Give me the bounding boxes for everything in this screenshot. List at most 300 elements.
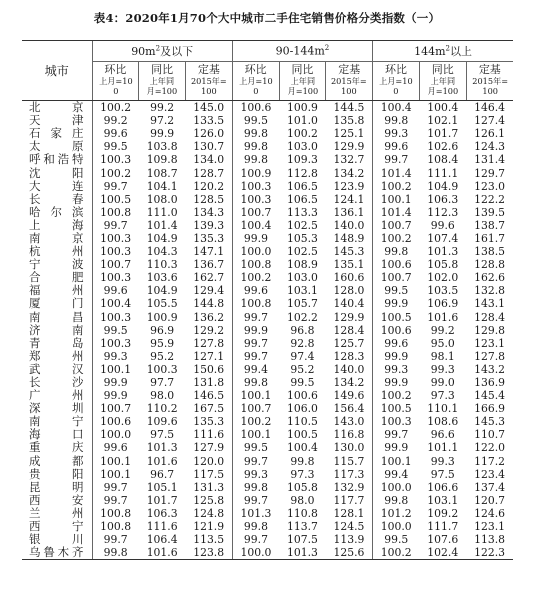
group-header-base: 90-144m [275, 44, 325, 58]
table-row [22, 468, 513, 481]
index-value: 110.3 [146, 258, 178, 272]
index-value: 99.8 [232, 140, 279, 153]
index-value: 99.8 [232, 481, 279, 494]
index-value: 140.4 [333, 297, 365, 311]
index-value: 100.3 [92, 271, 139, 284]
index-value: 100.3 [232, 193, 279, 206]
index-value: 135.1 [333, 258, 365, 272]
index-value: 99.7 [92, 494, 139, 507]
group-header-sup: 2 [324, 44, 330, 53]
index-value: 99.3 [373, 127, 420, 140]
index-value: 105.8 [427, 258, 459, 272]
index-value: 100.3 [92, 245, 139, 258]
index-value: 124.8 [193, 506, 225, 520]
index-value: 99.7 [232, 311, 279, 324]
index-value: 106.6 [427, 480, 459, 494]
index-value: 124.6 [474, 506, 506, 520]
index-value: 100.2 [232, 415, 279, 428]
index-value: 99.7 [373, 428, 420, 441]
index-value: 107.5 [286, 533, 318, 547]
sub-header-desc-line: 100 [201, 87, 217, 97]
index-value: 100.9 [232, 166, 279, 179]
index-value: 156.4 [333, 402, 365, 416]
index-value: 100.9 [286, 101, 318, 115]
index-value: 145.4 [474, 389, 506, 403]
index-value: 99.8 [290, 454, 315, 468]
index-value: 125.1 [333, 127, 365, 141]
index-value: 135.3 [193, 415, 225, 429]
index-value: 111.7 [427, 520, 459, 534]
group-header-1 [232, 41, 372, 62]
index-value: 129.4 [193, 284, 225, 298]
index-value: 100.1 [92, 363, 139, 376]
index-value: 101.7 [427, 127, 459, 141]
index-value: 100.5 [373, 311, 420, 324]
index-value: 127.9 [193, 441, 225, 455]
index-value: 143.1 [474, 297, 506, 311]
index-value: 112.3 [427, 205, 459, 219]
sub-header-desc-line: 0 [112, 87, 118, 97]
index-value: 101.3 [232, 507, 279, 520]
table-row [22, 140, 513, 153]
index-value: 100.2 [373, 546, 420, 560]
index-value: 108.9 [286, 258, 318, 272]
sub-header-desc-text [468, 77, 512, 97]
index-value: 109.3 [286, 153, 318, 167]
index-value: 97.4 [290, 349, 315, 363]
index-value: 106.0 [286, 402, 318, 416]
index-value: 100.4 [92, 297, 139, 310]
index-value: 111.6 [146, 520, 178, 534]
index-value: 103.1 [427, 493, 459, 507]
index-value: 99.7 [92, 533, 139, 546]
index-value: 99.6 [92, 127, 139, 140]
index-value: 108.6 [427, 415, 459, 429]
table-row [22, 232, 513, 245]
index-value: 100.3 [92, 153, 139, 166]
index-value: 99.8 [232, 127, 279, 140]
sub-header-label: 环比 [232, 62, 279, 78]
table-row [22, 494, 513, 507]
sub-header-desc-line: 上年同 [290, 77, 315, 87]
index-value: 96.6 [430, 428, 455, 442]
city-name: 沈阳 [29, 166, 84, 180]
index-value: 117.2 [474, 454, 506, 468]
index-value: 122.3 [466, 546, 513, 560]
city-name: 福州 [29, 284, 84, 298]
index-value: 131.3 [193, 480, 225, 494]
sub-header-label: 同比 [139, 62, 186, 78]
index-value: 134.0 [193, 153, 225, 167]
index-value: 146.4 [474, 101, 506, 115]
city-name: 天津 [29, 114, 84, 128]
index-value: 100.0 [232, 546, 279, 560]
city-name: 合肥 [29, 271, 84, 285]
index-value: 136.1 [333, 205, 365, 219]
index-value: 138.7 [474, 218, 506, 232]
index-value: 131.8 [193, 376, 225, 390]
index-value: 100.4 [232, 219, 279, 232]
index-value: 99.5 [232, 441, 279, 454]
index-value: 104.9 [146, 284, 178, 298]
index-value: 101.3 [146, 441, 178, 455]
index-value: 102.0 [427, 271, 459, 285]
index-value: 101.2 [373, 507, 420, 520]
index-value: 136.2 [193, 310, 225, 324]
index-value: 128.3 [333, 349, 365, 363]
index-value: 97.5 [150, 428, 175, 442]
index-value: 99.3 [232, 468, 279, 481]
sub-header-desc-text [94, 77, 137, 97]
index-value: 99.5 [232, 114, 279, 127]
index-value: 138.5 [474, 245, 506, 259]
index-value: 113.3 [286, 205, 318, 219]
index-value: 123.1 [474, 520, 506, 534]
sub-header-desc [326, 77, 373, 101]
city-name: 南宁 [29, 415, 84, 429]
index-value: 100.0 [232, 245, 279, 258]
index-value: 108.0 [146, 192, 178, 206]
index-value: 113.9 [333, 533, 365, 547]
table-row [22, 428, 513, 441]
city-name: 哈尔滨 [29, 205, 84, 219]
index-value: 100.5 [92, 193, 139, 206]
index-value: 106.3 [146, 506, 178, 520]
index-value: 102.4 [419, 546, 466, 560]
index-value: 100.8 [232, 258, 279, 271]
table-row [22, 258, 513, 271]
index-value: 123.1 [474, 336, 506, 350]
index-value: 99.4 [373, 468, 420, 481]
index-value: 100.1 [92, 468, 139, 481]
table-row [22, 402, 513, 415]
sub-header-desc-line: 2015年= [471, 77, 508, 87]
index-value: 148.9 [333, 231, 365, 245]
sub-header-desc [279, 77, 326, 101]
index-value: 145.0 [193, 101, 225, 115]
index-value: 99.8 [373, 494, 420, 507]
table-row [22, 546, 513, 560]
index-value: 99.2 [430, 323, 455, 337]
index-value: 122.2 [474, 192, 506, 206]
index-value: 161.7 [474, 231, 506, 245]
index-value: 128.8 [474, 258, 506, 272]
index-value: 99.7 [232, 337, 279, 350]
index-value: 101.0 [286, 114, 318, 128]
index-value: 131.4 [474, 153, 506, 167]
index-value: 162.6 [474, 271, 506, 285]
sub-header-label: 定基 [466, 62, 513, 78]
city-name: 重庆 [29, 441, 84, 455]
index-value: 100.3 [92, 232, 139, 245]
index-value: 107.6 [427, 533, 459, 547]
table-row [22, 337, 513, 350]
index-value: 100.2 [373, 180, 420, 193]
index-value: 99.6 [373, 140, 420, 153]
index-value: 113.5 [193, 533, 225, 547]
index-value: 130.0 [333, 441, 365, 455]
table-row [22, 284, 513, 297]
index-value: 127.8 [193, 336, 225, 350]
city-name: 长沙 [29, 375, 84, 390]
city-name: 青岛 [29, 336, 84, 350]
index-value: 99.6 [92, 441, 139, 454]
index-value: 100.3 [92, 311, 139, 324]
index-value: 99.7 [232, 350, 279, 363]
index-value: 105.3 [286, 231, 318, 245]
index-value: 127.4 [474, 114, 506, 128]
table-row [22, 311, 513, 324]
index-value: 92.8 [290, 336, 315, 350]
city-name: 上海 [29, 218, 84, 232]
index-value: 116.8 [333, 428, 365, 442]
group-header-sup: 2 [155, 44, 161, 53]
index-value: 105.7 [286, 297, 318, 311]
index-value: 100.3 [146, 362, 178, 376]
sub-header-desc-text [281, 77, 324, 97]
sub-header-desc-line: 月=100 [427, 87, 459, 97]
index-value: 97.7 [150, 376, 175, 390]
table-row [22, 376, 513, 389]
index-value: 109.2 [427, 506, 459, 520]
index-value: 121.9 [193, 520, 225, 534]
group-header-tail: 及以下 [160, 45, 194, 58]
index-value: 96.8 [290, 323, 315, 337]
index-value: 99.7 [92, 219, 139, 232]
index-value: 106.9 [427, 297, 459, 311]
index-value: 103.0 [286, 140, 318, 154]
index-value: 100.7 [373, 271, 420, 284]
index-value: 99.6 [232, 284, 279, 297]
table-row [22, 533, 513, 546]
index-value: 99.5 [373, 533, 420, 546]
index-value: 102.1 [427, 114, 459, 128]
index-value: 99.6 [373, 337, 420, 350]
index-value: 99.5 [290, 376, 315, 390]
index-value: 99.2 [92, 114, 139, 127]
index-value: 109.8 [146, 153, 178, 167]
index-value: 95.2 [290, 362, 315, 376]
city-name: 西安 [29, 493, 84, 507]
table-row [22, 101, 513, 115]
index-value: 122.0 [474, 441, 506, 455]
group-header-2 [373, 41, 513, 62]
index-value: 100.0 [373, 481, 420, 494]
index-value: 99.9 [150, 127, 175, 141]
index-value: 99.7 [92, 180, 139, 193]
price-index-table [22, 40, 513, 560]
index-value: 107.4 [427, 231, 459, 245]
city-name: 北京 [29, 100, 84, 115]
index-value: 115.7 [333, 454, 365, 468]
index-value: 100.2 [92, 101, 139, 115]
table-row [22, 271, 513, 284]
city-name: 郑州 [29, 349, 84, 363]
sub-header-desc-text [140, 77, 183, 97]
index-value: 101.1 [427, 441, 459, 455]
index-value: 99.8 [373, 245, 420, 258]
index-value: 99.9 [373, 441, 420, 454]
index-value: 135.3 [193, 231, 225, 245]
index-value: 149.6 [333, 389, 365, 403]
sub-header-label: 同比 [279, 62, 326, 78]
index-value: 111.6 [193, 428, 225, 442]
index-value: 110.8 [286, 506, 318, 520]
index-value: 132.8 [474, 284, 506, 298]
index-value: 98.0 [290, 493, 315, 507]
index-value: 113.7 [286, 520, 318, 534]
index-value: 100.1 [232, 428, 279, 441]
city-name: 成都 [29, 454, 84, 468]
index-value: 99.9 [232, 232, 279, 245]
sub-header-desc-line: 2015年= [191, 77, 227, 87]
index-value: 134.3 [193, 205, 225, 219]
city-name: 贵阳 [29, 467, 84, 481]
index-value: 166.9 [474, 402, 506, 416]
index-value: 123.4 [474, 467, 506, 481]
index-value: 100.8 [92, 520, 139, 533]
sub-header-desc-line: 100 [341, 87, 357, 97]
index-value: 100.8 [92, 507, 139, 520]
table-row [22, 324, 513, 337]
index-value: 117.5 [193, 467, 225, 481]
group-header-base: 144m [414, 45, 446, 58]
index-value: 100.5 [286, 428, 318, 442]
sub-header-desc-text [421, 77, 464, 97]
index-value: 106.5 [286, 179, 318, 193]
index-value: 97.2 [150, 114, 175, 128]
index-value: 105.8 [286, 480, 318, 494]
index-value: 100.2 [92, 166, 139, 179]
sub-header-label: 同比 [419, 62, 466, 78]
index-value: 124.1 [333, 192, 365, 206]
index-value: 125.8 [193, 493, 225, 507]
index-value: 147.1 [193, 245, 225, 259]
index-value: 135.8 [333, 114, 365, 128]
index-value: 100.2 [373, 389, 420, 402]
index-value: 106.3 [427, 192, 459, 206]
index-value: 144.5 [333, 101, 365, 115]
group-header-sup: 2 [445, 44, 450, 53]
index-value: 101.4 [373, 206, 420, 219]
index-value: 99.9 [373, 376, 420, 389]
index-value: 145.3 [474, 415, 506, 429]
index-value: 143.2 [474, 362, 506, 376]
index-value: 129.9 [333, 140, 365, 154]
sub-header-label: 定基 [186, 62, 233, 78]
table-row [22, 363, 513, 376]
table-row [22, 350, 513, 363]
index-value: 126.0 [193, 127, 225, 141]
index-value: 99.8 [92, 546, 139, 560]
sub-header-desc-line: 上年同 [149, 77, 175, 87]
table-row [22, 206, 513, 219]
index-value: 101.6 [427, 310, 459, 324]
index-value: 103.0 [286, 271, 318, 285]
index-value: 100.7 [92, 258, 139, 271]
index-value: 99.9 [373, 297, 420, 310]
index-value: 99.6 [430, 218, 455, 232]
sub-header-desc-line: 月=100 [146, 87, 178, 97]
index-value: 108.7 [146, 166, 178, 180]
city-name: 海口 [29, 428, 84, 442]
sub-header-desc-line: 上月=10 [238, 77, 273, 87]
index-value: 99.7 [232, 533, 279, 546]
index-value: 99.6 [92, 284, 139, 297]
index-value: 101.6 [139, 546, 186, 560]
table-body [22, 101, 513, 560]
sub-header-desc [419, 77, 466, 101]
index-value: 104.3 [146, 245, 178, 259]
sub-header-desc [466, 77, 513, 101]
sub-header-desc-line: 100 [482, 87, 498, 97]
index-value: 104.1 [146, 179, 178, 193]
index-value: 102.2 [286, 310, 318, 324]
index-value: 99.2 [150, 101, 175, 115]
index-value: 102.5 [286, 245, 318, 259]
index-value: 99.8 [232, 376, 279, 389]
table-row [22, 481, 513, 494]
index-value: 100.0 [92, 428, 139, 441]
index-value: 129.7 [474, 166, 506, 180]
index-value: 150.6 [193, 362, 225, 376]
index-value: 100.9 [146, 310, 178, 324]
index-value: 100.3 [373, 415, 420, 428]
city-name: 石家庄 [29, 127, 84, 141]
sub-header-desc [373, 77, 420, 101]
index-value: 140.0 [333, 362, 365, 376]
sub-header-desc-text [234, 77, 277, 97]
index-value: 129.2 [193, 323, 225, 337]
index-value: 100.8 [92, 206, 139, 219]
index-value: 101.6 [146, 454, 178, 468]
table-row [22, 507, 513, 520]
table-row [22, 219, 513, 232]
table-header [22, 41, 513, 101]
sub-header-desc-line: 上月=10 [98, 77, 133, 87]
index-value: 100.6 [373, 258, 420, 271]
index-value: 132.9 [333, 480, 365, 494]
index-value: 99.3 [430, 362, 455, 376]
index-value: 134.2 [333, 376, 365, 390]
index-value: 97.5 [430, 467, 455, 481]
index-value: 125.7 [333, 336, 365, 350]
group-header-base: 90m [131, 45, 156, 58]
index-value: 103.1 [286, 284, 318, 298]
sub-header-desc [186, 77, 233, 101]
city-name: 太原 [29, 140, 84, 154]
index-value: 128.4 [333, 323, 365, 337]
index-value: 102.6 [427, 140, 459, 154]
index-value: 103.8 [146, 140, 178, 154]
header-desc-row [22, 77, 513, 101]
index-value: 111.1 [427, 166, 459, 180]
index-value: 123.0 [474, 179, 506, 193]
index-value: 99.9 [373, 350, 420, 363]
index-value: 99.0 [430, 376, 455, 390]
index-value: 99.7 [232, 455, 279, 468]
index-value: 99.8 [232, 153, 279, 166]
index-value: 99.9 [232, 324, 279, 337]
index-value: 105.1 [146, 480, 178, 494]
index-value: 140.0 [333, 218, 365, 232]
index-value: 100.6 [286, 389, 318, 403]
index-value: 128.0 [333, 284, 365, 298]
index-value: 99.3 [373, 363, 420, 376]
index-value: 136.9 [474, 376, 506, 390]
city-name: 深圳 [29, 402, 84, 416]
sub-header-desc-text [327, 77, 370, 97]
